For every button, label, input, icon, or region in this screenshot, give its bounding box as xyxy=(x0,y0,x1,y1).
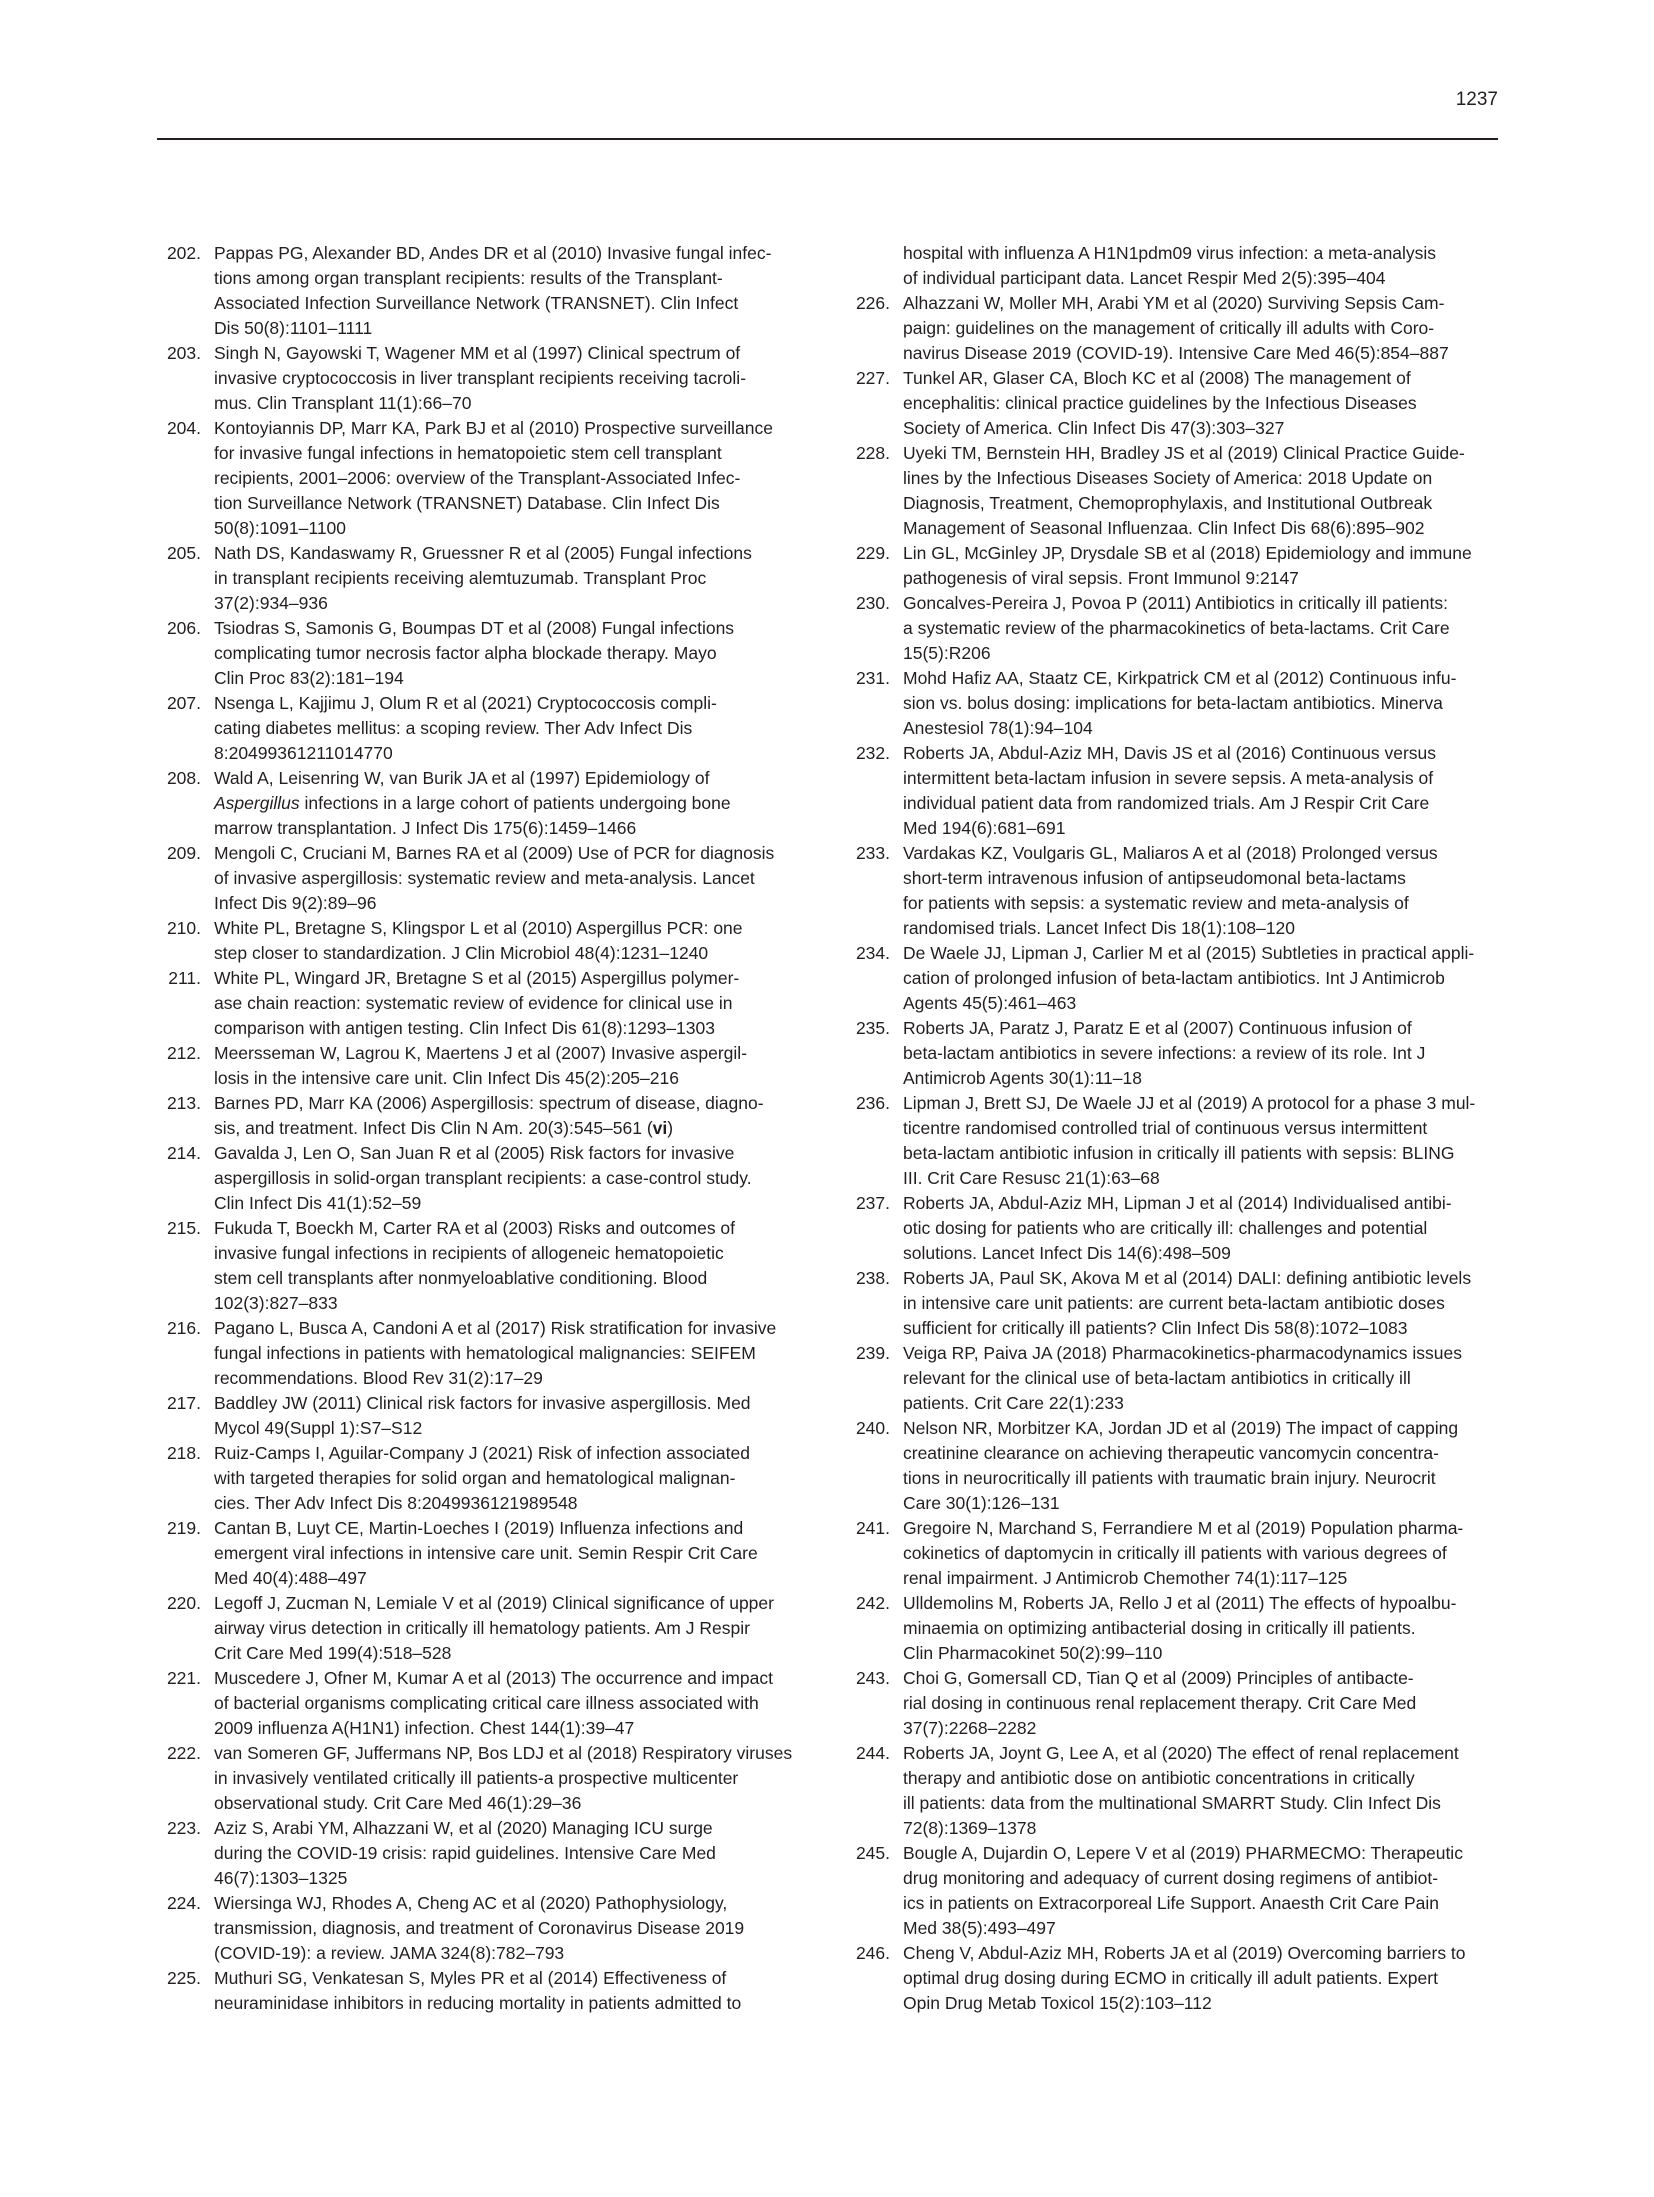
reference-line: Diagnosis, Treatment, Chemoprophylaxis, and Institutional Outbreak xyxy=(903,493,1433,513)
reference-line: Meersseman W, Lagrou K, Maertens J et al (2007) Invasive aspergil- xyxy=(214,1043,748,1063)
reference-line: tion Surveillance Network (TRANSNET) Database. Clin Infect Dis xyxy=(214,493,720,513)
reference-line: recommendations. Blood Rev 31(2):17–29 xyxy=(214,1368,543,1388)
reference-line: intermittent beta-lactam infusion in severe sepsis. A meta-analysis of xyxy=(903,768,1434,788)
reference-number: 203. xyxy=(166,343,201,363)
reference-line: recipients, 2001–2006: overview of the Transplant-Associated Infec- xyxy=(214,468,741,488)
reference-line: individual patient data from randomized trials. Am J Respir Crit Care xyxy=(903,793,1430,813)
reference-number: 204. xyxy=(166,418,201,438)
reference-entry xyxy=(157,1441,809,1516)
reference-text xyxy=(214,1966,809,2016)
reference-entry xyxy=(157,1666,809,1741)
reference-line: Roberts JA, Abdul-Aziz MH, Lipman J et al (2014) Individualised antibi- xyxy=(903,1193,1452,1213)
reference-line: Nath DS, Kandaswamy R, Gruessner R et al (2005) Fungal infections xyxy=(214,543,752,563)
reference-line: Lin GL, McGinley JP, Drysdale SB et al (2018) Epidemiology and immune xyxy=(903,543,1472,563)
reference-number: 219. xyxy=(166,1518,201,1538)
reference-line: Agents 45(5):461–463 xyxy=(903,993,1077,1013)
reference-text xyxy=(214,1141,809,1216)
reference-number: 210. xyxy=(166,918,201,938)
reference-line: observational study. Crit Care Med 46(1):29–36 xyxy=(214,1793,582,1813)
reference-number: 236. xyxy=(855,1093,890,1113)
reference-text xyxy=(214,1391,809,1441)
reference-line: invasive cryptococcosis in liver transplant recipients receiving tacroli- xyxy=(214,368,747,388)
reference-line: Nsenga L, Kajjimu J, Olum R et al (2021) Cryptococcosis compli- xyxy=(214,693,717,713)
reference-number: 215. xyxy=(166,1218,201,1238)
reference-line: ics in patients on Extracorporeal Life Support. Anaesth Crit Care Pain xyxy=(903,1893,1439,1913)
reference-number: 205. xyxy=(166,543,201,563)
reference-text xyxy=(903,741,1498,841)
reference-line: randomised trials. Lancet Infect Dis 18(1):108–120 xyxy=(903,918,1296,938)
reference-text xyxy=(903,1191,1498,1266)
reference-text xyxy=(214,1091,809,1141)
reference-text xyxy=(214,1216,809,1316)
reference-entry xyxy=(157,616,809,691)
reference-text xyxy=(214,841,809,916)
reference-line: Med 40(4):488–497 xyxy=(214,1568,367,1588)
reference-line: otic dosing for patients who are critically ill: challenges and potential xyxy=(903,1218,1428,1238)
reference-line: Legoff J, Zucman N, Lemiale V et al (2019) Clinical significance of upper xyxy=(214,1593,774,1613)
reference-line: Care 30(1):126–131 xyxy=(903,1493,1060,1513)
reference-text xyxy=(214,616,809,691)
reference-text xyxy=(214,916,809,966)
reference-line: Gavalda J, Len O, San Juan R et al (2005) Risk factors for invasive xyxy=(214,1143,735,1163)
reference-line: Wald A, Leisenring W, van Burik JA et al (1997) Epidemiology of xyxy=(214,768,710,788)
reference-text xyxy=(903,1591,1498,1666)
reference-line: during the COVID-19 crisis: rapid guidelines. Intensive Care Med xyxy=(214,1843,716,1863)
reference-line: sion vs. bolus dosing: implications for beta-lactam antibiotics. Minerva xyxy=(903,693,1443,713)
reference-line: marrow transplantation. J Infect Dis 175(6):1459–1466 xyxy=(214,818,637,838)
reference-line: cies. Ther Adv Infect Dis 8:2049936121989548 xyxy=(214,1493,578,1513)
reference-line: Baddley JW (2011) Clinical risk factors for invasive aspergillosis. Med xyxy=(214,1393,751,1413)
reference-entry xyxy=(846,591,1498,666)
reference-number: 214. xyxy=(166,1143,201,1163)
reference-line: Nelson NR, Morbitzer KA, Jordan JD et al (2019) The impact of capping xyxy=(903,1418,1459,1438)
reference-number: 206. xyxy=(166,618,201,638)
reference-entry xyxy=(157,1091,809,1141)
reference-number: 226. xyxy=(855,293,890,313)
reference-number: 213. xyxy=(166,1093,201,1113)
reference-column-left xyxy=(157,241,809,2016)
reference-line: encephalitis: clinical practice guidelines by the Infectious Diseases xyxy=(903,393,1417,413)
reference-text xyxy=(903,1016,1498,1091)
reference-line: in transplant recipients receiving alemtuzumab. Transplant Proc xyxy=(214,568,707,588)
reference-line: Opin Drug Metab Toxicol 15(2):103–112 xyxy=(903,1993,1212,2013)
reference-number: 244. xyxy=(855,1743,890,1763)
reference-line: comparison with antigen testing. Clin Infect Dis 61(8):1293–1303 xyxy=(214,1018,715,1038)
reference-line: 2009 influenza A(H1N1) infection. Chest 144(1):39–47 xyxy=(214,1718,635,1738)
reference-line: step closer to standardization. J Clin Microbiol 48(4):1231–1240 xyxy=(214,943,709,963)
reference-number: 239. xyxy=(855,1343,890,1363)
reference-number: 240. xyxy=(855,1418,890,1438)
reference-line: mus. Clin Transplant 11(1):66–70 xyxy=(214,393,472,413)
reference-entry-continuation xyxy=(846,241,1498,291)
reference-text xyxy=(214,1441,809,1516)
reference-entry xyxy=(157,1391,809,1441)
reference-line: Associated Infection Surveillance Network (TRANSNET). Clin Infect xyxy=(214,293,739,313)
reference-number: 223. xyxy=(166,1818,201,1838)
reference-entry xyxy=(157,1216,809,1316)
reference-line: 72(8):1369–1378 xyxy=(903,1818,1037,1838)
reference-entry xyxy=(157,1741,809,1816)
reference-text xyxy=(903,841,1498,941)
reference-line: III. Crit Care Resusc 21(1):63–68 xyxy=(903,1168,1160,1188)
reference-number: 241. xyxy=(855,1518,890,1538)
page-number: 1237 xyxy=(1455,89,1498,110)
reference-line: in invasively ventilated critically ill patients-a prospective multicenter xyxy=(214,1768,739,1788)
reference-line: 50(8):1091–1100 xyxy=(214,518,347,538)
reference-line: tions among organ transplant recipients: results of the Transplant- xyxy=(214,268,723,288)
reference-line: Tsiodras S, Samonis G, Boumpas DT et al (2008) Fungal infections xyxy=(214,618,735,638)
reference-line: 37(7):2268–2282 xyxy=(903,1718,1037,1738)
reference-line: Infect Dis 9(2):89–96 xyxy=(214,893,377,913)
reference-number: 207. xyxy=(166,693,201,713)
reference-entry xyxy=(846,541,1498,591)
reference-entry xyxy=(846,1666,1498,1741)
reference-entry xyxy=(846,741,1498,841)
reference-line: Barnes PD, Marr KA (2006) Aspergillosis: spectrum of disease, diagno- xyxy=(214,1093,764,1113)
reference-number: 233. xyxy=(855,843,890,863)
reference-number: 228. xyxy=(855,443,890,463)
reference-text xyxy=(903,1266,1498,1341)
reference-text xyxy=(214,691,809,766)
reference-line: 46(7):1303–1325 xyxy=(214,1868,348,1888)
reference-text xyxy=(903,666,1498,741)
reference-text xyxy=(903,1841,1498,1941)
reference-number: 229. xyxy=(855,543,890,563)
reference-text xyxy=(903,591,1498,666)
reference-text xyxy=(214,966,809,1041)
reference-line: stem cell transplants after nonmyeloablative conditioning. Blood xyxy=(214,1268,708,1288)
reference-line: cating diabetes mellitus: a scoping review. Ther Adv Infect Dis xyxy=(214,718,693,738)
reference-number: 221. xyxy=(166,1668,201,1688)
header-rule xyxy=(157,138,1498,140)
reference-number: 232. xyxy=(855,743,890,763)
reference-text xyxy=(903,1941,1498,2016)
reference-number: 216. xyxy=(166,1318,201,1338)
reference-number: 246. xyxy=(855,1943,890,1963)
reference-entry xyxy=(157,841,809,916)
reference-line: Muthuri SG, Venkatesan S, Myles PR et al (2014) Effectiveness of xyxy=(214,1968,727,1988)
reference-line: Alhazzani W, Moller MH, Arabi YM et al (2020) Surviving Sepsis Cam- xyxy=(903,293,1445,313)
reference-entry xyxy=(157,966,809,1041)
reference-line: White PL, Bretagne S, Klingspor L et al (2010) Aspergillus PCR: one xyxy=(214,918,743,938)
reference-entry xyxy=(846,666,1498,741)
reference-line: losis in the intensive care unit. Clin Infect Dis 45(2):205–216 xyxy=(214,1068,679,1088)
reference-text xyxy=(214,541,809,616)
reference-line: Kontoyiannis DP, Marr KA, Park BJ et al (2010) Prospective surveillance xyxy=(214,418,773,438)
reference-line: Goncalves-Pereira J, Povoa P (2011) Antibiotics in critically ill patients: xyxy=(903,593,1449,613)
reference-entry xyxy=(846,941,1498,1016)
reference-line: Ulldemolins M, Roberts JA, Rello J et al (2011) The effects of hypoalbu- xyxy=(903,1593,1457,1613)
reference-line: Pagano L, Busca A, Candoni A et al (2017) Risk stratification for invasive xyxy=(214,1318,777,1338)
reference-line: renal impairment. J Antimicrob Chemother 74(1):117–125 xyxy=(903,1568,1348,1588)
reference-entry xyxy=(846,1091,1498,1191)
reference-entry xyxy=(846,1941,1498,2016)
reference-line: Clin Pharmacokinet 50(2):99–110 xyxy=(903,1643,1163,1663)
reference-text xyxy=(214,1516,809,1591)
reference-entry xyxy=(157,341,809,416)
reference-line: optimal drug dosing during ECMO in critically ill adult patients. Expert xyxy=(903,1968,1438,1988)
reference-entry xyxy=(157,1966,809,2016)
reference-entry xyxy=(846,1016,1498,1091)
reference-line: neuraminidase inhibitors in reducing mortality in patients admitted to xyxy=(214,1993,742,2013)
reference-text xyxy=(214,1041,809,1091)
reference-entry xyxy=(846,1516,1498,1591)
reference-line: ase chain reaction: systematic review of evidence for clinical use in xyxy=(214,993,733,1013)
reference-entry xyxy=(846,1591,1498,1666)
reference-line: relevant for the clinical use of beta-lactam antibiotics in critically ill xyxy=(903,1368,1411,1388)
reference-number: 225. xyxy=(166,1968,201,1988)
reference-line: Crit Care Med 199(4):518–528 xyxy=(214,1643,452,1663)
reference-line: Ruiz-Camps I, Aguilar-Company J (2021) Risk of infection associated xyxy=(214,1443,750,1463)
reference-line: creatinine clearance on achieving therapeutic vancomycin concentra- xyxy=(903,1443,1439,1463)
reference-line: Dis 50(8):1101–1111 xyxy=(214,318,373,338)
reference-line: Uyeki TM, Bernstein HH, Bradley JS et al (2019) Clinical Practice Guide- xyxy=(903,443,1465,463)
reference-line: Mengoli C, Cruciani M, Barnes RA et al (2009) Use of PCR for diagnosis xyxy=(214,843,775,863)
reference-line: Antimicrob Agents 30(1):11–18 xyxy=(903,1068,1142,1088)
reference-entry xyxy=(157,766,809,841)
reference-text xyxy=(903,441,1498,541)
reference-number: 212. xyxy=(166,1043,201,1063)
reference-line: a systematic review of the pharmacokinetics of beta-lactams. Crit Care xyxy=(903,618,1450,638)
reference-line: beta-lactam antibiotics in severe infections: a review of its role. Int J xyxy=(903,1043,1426,1063)
reference-entry xyxy=(846,291,1498,366)
reference-line: (COVID-19): a review. JAMA 324(8):782–793 xyxy=(214,1943,565,1963)
reference-entry xyxy=(846,441,1498,541)
reference-line: cation of prolonged infusion of beta-lactam antibiotics. Int J Antimicrob xyxy=(903,968,1445,988)
reference-entry xyxy=(846,1341,1498,1416)
reference-number: 218. xyxy=(166,1443,201,1463)
reference-line: short-term intravenous infusion of antipseudomonal beta-lactams xyxy=(903,868,1406,888)
reference-text xyxy=(903,1516,1498,1591)
reference-number: 222. xyxy=(166,1743,201,1763)
reference-line: rial dosing in continuous renal replacement therapy. Crit Care Med xyxy=(903,1693,1417,1713)
reference-line: Muscedere J, Ofner M, Kumar A et al (2013) The occurrence and impact xyxy=(214,1668,773,1688)
reference-line: Roberts JA, Abdul-Aziz MH, Davis JS et al (2016) Continuous versus xyxy=(903,743,1436,763)
reference-line: emergent viral infections in intensive care unit. Semin Respir Crit Care xyxy=(214,1543,758,1563)
reference-entry xyxy=(846,1191,1498,1266)
reference-line: Roberts JA, Joynt G, Lee A, et al (2020) The effect of renal replacement xyxy=(903,1743,1459,1763)
reference-line: Fukuda T, Boeckh M, Carter RA et al (2003) Risks and outcomes of xyxy=(214,1218,736,1238)
reference-line: Lipman J, Brett SJ, De Waele JJ et al (2019) A protocol for a phase 3 mul- xyxy=(903,1093,1476,1113)
reference-line: Management of Seasonal Influenzaa. Clin Infect Dis 68(6):895–902 xyxy=(903,518,1425,538)
reference-text xyxy=(903,541,1498,591)
reference-entry xyxy=(157,916,809,966)
reference-line: 102(3):827–833 xyxy=(214,1293,338,1313)
reference-line: Mohd Hafiz AA, Staatz CE, Kirkpatrick CM et al (2012) Continuous infu- xyxy=(903,668,1457,688)
reference-line: cokinetics of daptomycin in critically ill patients with various degrees of xyxy=(903,1543,1447,1563)
reference-line: transmission, diagnosis, and treatment of Coronavirus Disease 2019 xyxy=(214,1918,745,1938)
reference-line: Bougle A, Dujardin O, Lepere V et al (2019) PHARMECMO: Therapeutic xyxy=(903,1843,1463,1863)
reference-line: complicating tumor necrosis factor alpha blockade therapy. Mayo xyxy=(214,643,717,663)
reference-text xyxy=(214,1741,809,1816)
reference-entry xyxy=(846,366,1498,441)
reference-line: of bacterial organisms complicating critical care illness associated with xyxy=(214,1693,759,1713)
reference-entry xyxy=(157,416,809,541)
reference-entry xyxy=(157,1141,809,1216)
reference-text xyxy=(903,366,1498,441)
reference-text xyxy=(214,416,809,541)
reference-entry xyxy=(157,541,809,616)
reference-line: lines by the Infectious Diseases Society of America: 2018 Update on xyxy=(903,468,1433,488)
reference-entry xyxy=(846,1416,1498,1516)
reference-number: 235. xyxy=(855,1018,890,1038)
reference-line: Aziz S, Arabi YM, Alhazzani W, et al (2020) Managing ICU surge xyxy=(214,1818,713,1838)
reference-line: White PL, Wingard JR, Bretagne S et al (2015) Aspergillus polymer- xyxy=(214,968,740,988)
reference-number: 209. xyxy=(166,843,201,863)
reference-line: Tunkel AR, Glaser CA, Bloch KC et al (2008) The management of xyxy=(903,368,1411,388)
reference-number: 217. xyxy=(166,1393,201,1413)
reference-line: 15(5):R206 xyxy=(903,643,991,663)
reference-number: 242. xyxy=(855,1593,890,1613)
reference-number: 220. xyxy=(166,1593,201,1613)
reference-line: Med 38(5):493–497 xyxy=(903,1918,1056,1938)
reference-line: Aspergillus infections in a large cohort of patients undergoing bone xyxy=(214,793,731,813)
reference-line: for invasive fungal infections in hematopoietic stem cell transplant xyxy=(214,443,722,463)
reference-entry xyxy=(157,691,809,766)
reference-number: 224. xyxy=(166,1893,201,1913)
reference-line: Gregoire N, Marchand S, Ferrandiere M et al (2019) Population pharma- xyxy=(903,1518,1464,1538)
reference-number: 245. xyxy=(855,1843,890,1863)
reference-line: Med 194(6):681–691 xyxy=(903,818,1066,838)
reference-number: 227. xyxy=(855,368,890,388)
reference-line: De Waele JJ, Lipman J, Carlier M et al (2015) Subtleties in practical appli- xyxy=(903,943,1475,963)
reference-line: sis, and treatment. Infect Dis Clin N Am. 20(3):545–561 (vi) xyxy=(214,1118,674,1138)
reference-line: Society of America. Clin Infect Dis 47(3):303–327 xyxy=(903,418,1285,438)
reference-line: fungal infections in patients with hematological malignancies: SEIFEM xyxy=(214,1343,756,1363)
reference-line: of invasive aspergillosis: systematic review and meta-analysis. Lancet xyxy=(214,868,755,888)
reference-line: airway virus detection in critically ill hematology patients. Am J Respir xyxy=(214,1618,750,1638)
reference-line: aspergillosis in solid-organ transplant recipients: a case-control study. xyxy=(214,1168,752,1188)
reference-line: patients. Crit Care 22(1):233 xyxy=(903,1393,1124,1413)
reference-text xyxy=(214,341,809,416)
reference-line: ticentre randomised controlled trial of continuous versus intermittent xyxy=(903,1118,1428,1138)
reference-line: beta-lactam antibiotic infusion in critically ill patients with sepsis: BLING xyxy=(903,1143,1455,1163)
reference-line: tions in neurocritically ill patients with traumatic brain injury. Neurocrit xyxy=(903,1468,1436,1488)
reference-number: 208. xyxy=(166,768,201,788)
reference-line: Veiga RP, Paiva JA (2018) Pharmacokinetics-pharmacodynamics issues xyxy=(903,1343,1462,1363)
reference-text xyxy=(214,1816,809,1891)
reference-line: Anestesiol 78(1):94–104 xyxy=(903,718,1093,738)
reference-number: 234. xyxy=(855,943,890,963)
reference-line: navirus Disease 2019 (COVID-19). Intensive Care Med 46(5):854–887 xyxy=(903,343,1449,363)
reference-entry xyxy=(157,241,809,341)
reference-entry xyxy=(157,1316,809,1391)
reference-entry xyxy=(846,1741,1498,1841)
reference-text xyxy=(903,1341,1498,1416)
reference-line: for patients with sepsis: a systematic review and meta-analysis of xyxy=(903,893,1409,913)
reference-line: ill patients: data from the multinational SMARRT Study. Clin Infect Dis xyxy=(903,1793,1441,1813)
reference-entry xyxy=(157,1041,809,1091)
reference-text xyxy=(903,1416,1498,1516)
reference-entry xyxy=(157,1816,809,1891)
reference-line: Mycol 49(Suppl 1):S7–S12 xyxy=(214,1418,423,1438)
reference-number: 243. xyxy=(855,1668,890,1688)
reference-line: pathogenesis of viral sepsis. Front Immunol 9:2147 xyxy=(903,568,1299,588)
reference-entry xyxy=(157,1516,809,1591)
reference-text xyxy=(214,1666,809,1741)
reference-line: minaemia on optimizing antibacterial dosing in critically ill patients. xyxy=(903,1618,1416,1638)
reference-line: Clin Proc 83(2):181–194 xyxy=(214,668,404,688)
reference-line: invasive fungal infections in recipients of allogeneic hematopoietic xyxy=(214,1243,724,1263)
reference-number: 238. xyxy=(855,1268,890,1288)
reference-entry xyxy=(157,1891,809,1966)
reference-text xyxy=(214,1891,809,1966)
reference-line: 8:20499361211014770 xyxy=(214,743,393,763)
reference-text xyxy=(846,241,1498,291)
reference-column-right xyxy=(846,241,1498,2016)
reference-line: therapy and antibiotic dose on antibiotic concentrations in critically xyxy=(903,1768,1415,1788)
reference-line: with targeted therapies for solid organ and hematological malignan- xyxy=(214,1468,736,1488)
reference-line: van Someren GF, Juffermans NP, Bos LDJ et al (2018) Respiratory viruses xyxy=(214,1743,793,1763)
reference-text xyxy=(214,766,809,841)
reference-entry xyxy=(846,841,1498,941)
reference-line: Singh N, Gayowski T, Wagener MM et al (1997) Clinical spectrum of xyxy=(214,343,741,363)
reference-entry xyxy=(846,1266,1498,1341)
reference-line: paign: guidelines on the management of critically ill adults with Coro- xyxy=(903,318,1435,338)
reference-text xyxy=(214,1316,809,1391)
reference-line: of individual participant data. Lancet Respir Med 2(5):395–404 xyxy=(903,268,1386,288)
reference-line: Vardakas KZ, Voulgaris GL, Maliaros A et al (2018) Prolonged versus xyxy=(903,843,1438,863)
reference-text xyxy=(903,1666,1498,1741)
reference-number: 237. xyxy=(855,1193,890,1213)
reference-line: Wiersinga WJ, Rhodes A, Cheng AC et al (2020) Pathophysiology, xyxy=(214,1893,728,1913)
reference-line: Cantan B, Luyt CE, Martin-Loeches I (2019) Influenza infections and xyxy=(214,1518,744,1538)
reference-line: Cheng V, Abdul-Aziz MH, Roberts JA et al (2019) Overcoming barriers to xyxy=(903,1943,1466,1963)
reference-number: 202. xyxy=(166,243,201,263)
reference-entry xyxy=(157,1591,809,1666)
reference-text xyxy=(903,941,1498,1016)
reference-line: solutions. Lancet Infect Dis 14(6):498–509 xyxy=(903,1243,1231,1263)
reference-number: 211. xyxy=(168,968,201,988)
reference-line: Roberts JA, Paul SK, Akova M et al (2014) DALI: defining antibiotic levels xyxy=(903,1268,1472,1288)
reference-line: Pappas PG, Alexander BD, Andes DR et al (2010) Invasive fungal infec- xyxy=(214,243,772,263)
reference-line: sufficient for critically ill patients? Clin Infect Dis 58(8):1072–1083 xyxy=(903,1318,1408,1338)
reference-line: hospital with influenza A H1N1pdm09 virus infection: a meta-analysis xyxy=(903,243,1437,263)
reference-text xyxy=(214,241,809,341)
reference-line: Roberts JA, Paratz J, Paratz E et al (2007) Continuous infusion of xyxy=(903,1018,1412,1038)
reference-number: 231. xyxy=(855,668,890,688)
reference-text xyxy=(903,1091,1498,1191)
reference-line: drug monitoring and adequacy of current dosing regimens of antibiot- xyxy=(903,1868,1439,1888)
reference-number: 230. xyxy=(855,593,890,613)
reference-line: Clin Infect Dis 41(1):52–59 xyxy=(214,1193,422,1213)
reference-entry xyxy=(846,1841,1498,1941)
reference-line: 37(2):934–936 xyxy=(214,593,328,613)
reference-text xyxy=(903,291,1498,366)
reference-line: in intensive care unit patients: are current beta-lactam antibiotic doses xyxy=(903,1293,1445,1313)
reference-text xyxy=(903,1741,1498,1841)
reference-text xyxy=(214,1591,809,1666)
reference-line: Choi G, Gomersall CD, Tian Q et al (2009) Principles of antibacte- xyxy=(903,1668,1414,1688)
